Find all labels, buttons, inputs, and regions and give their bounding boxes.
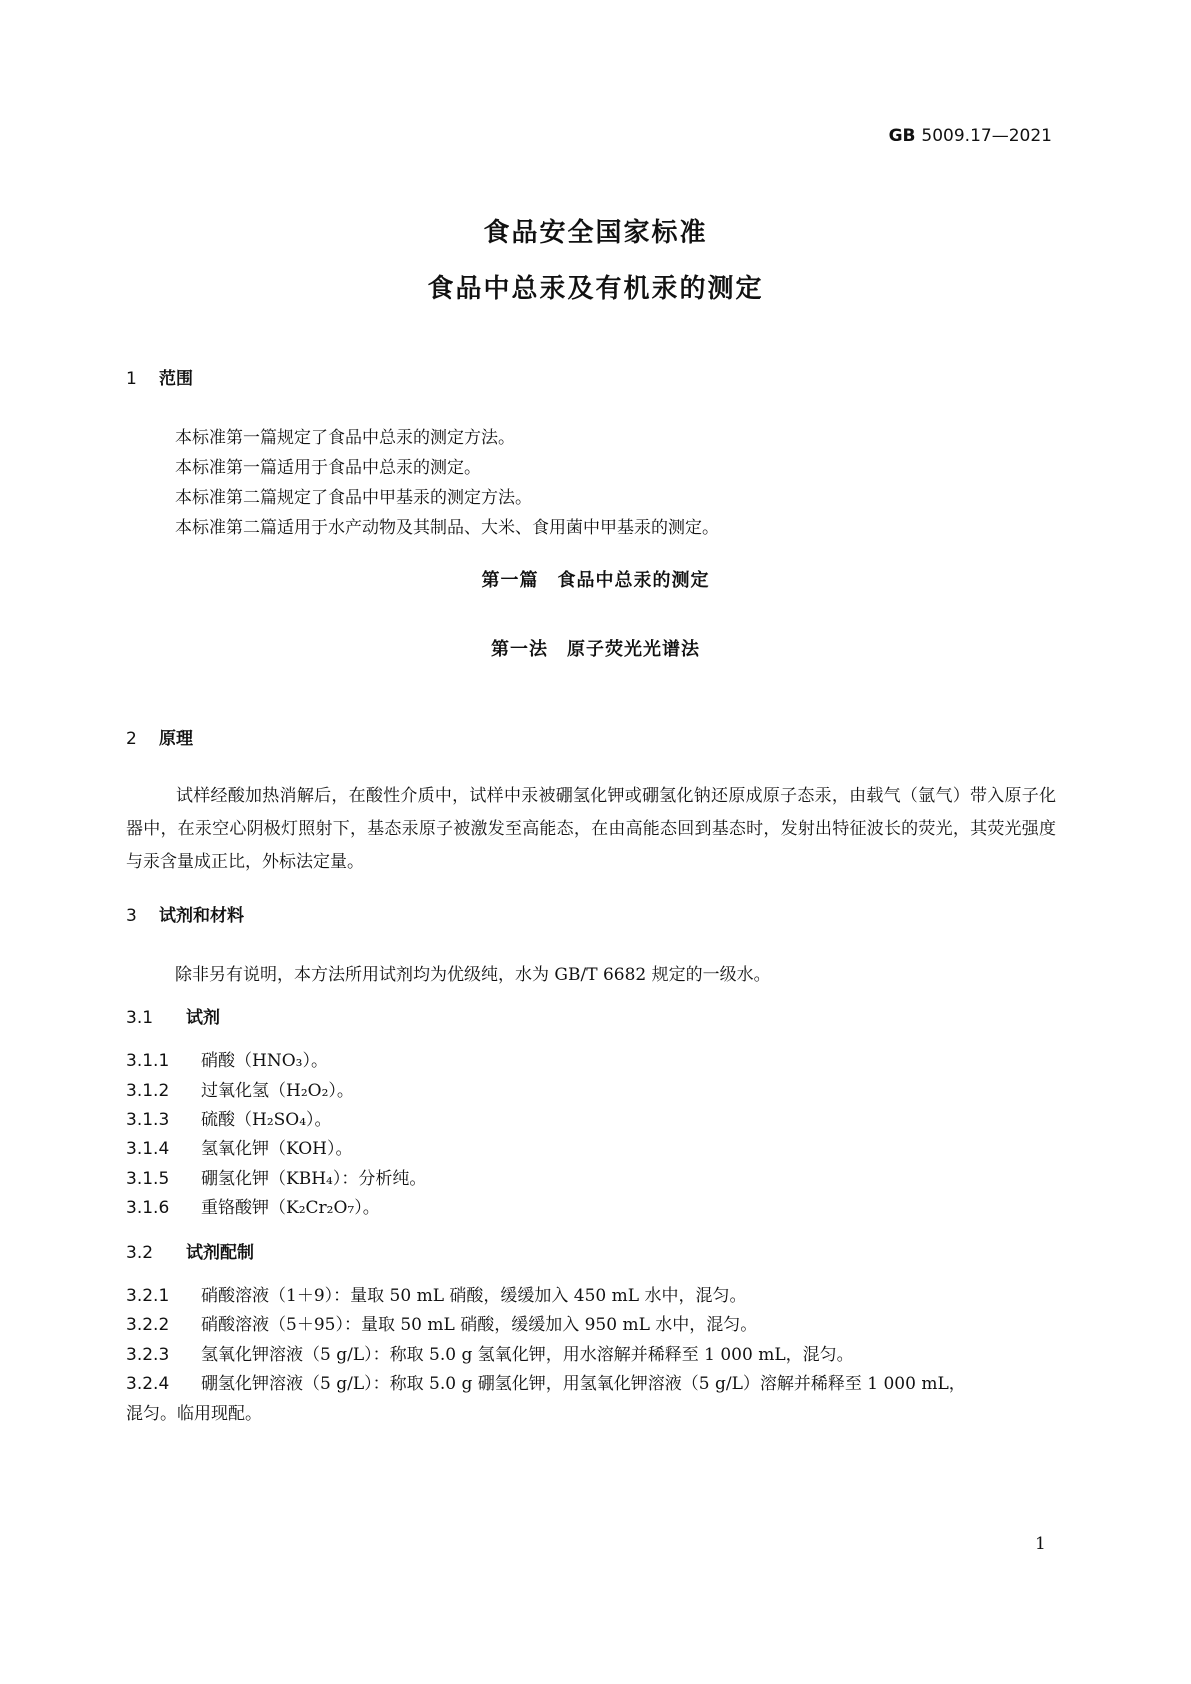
document-title: 食品安全国家标准: [483, 218, 708, 248]
list-item: 3.1.6 重铬酸钾（K₂Cr₂O₇）。: [126, 1198, 380, 1218]
list-item: 3.2.3 氢氧化钾溶液（5 g/L）：称取 5.0 g 氢氧化钾，用水溶解并稀释至 1 000 mL，混匀。: [126, 1345, 854, 1365]
method-heading: 第一法 原子荧光光谱法: [491, 639, 700, 660]
subsection-title: 试剂: [186, 1008, 220, 1028]
section-title: 试剂和材料: [159, 906, 244, 926]
section-1-heading: [126, 364, 193, 389]
list-item: 3.1.3 硫酸（H₂SO₄）。: [126, 1110, 332, 1130]
scope-paragraph: 本标准第一篇规定了食品中总汞的测定方法。: [175, 428, 515, 448]
subsection-number: 3.1: [126, 1008, 154, 1028]
part-heading: 第一篇 食品中总汞的测定: [481, 570, 710, 591]
standard-number: [889, 126, 1052, 146]
list-item: 3.1.4 氢氧化钾（KOH）。: [126, 1139, 353, 1159]
subsection-title: 试剂配制: [186, 1243, 254, 1263]
subsection-3-1-heading: [126, 1003, 220, 1028]
list-item: 3.2.4 硼氢化钾溶液（5 g/L）：称取 5.0 g 硼氢化钾，用氢氧化钾溶液（5 g/L）溶解并稀释至 1 000 mL，: [126, 1374, 966, 1394]
standard-code: 5009.17—2021: [921, 126, 1052, 146]
list-item: 3.2.2 硝酸溶液（5＋95）：量取 50 mL 硝酸，缓缓加入 950 mL 水中，混匀。: [126, 1315, 758, 1335]
list-item-continuation: 混匀。临用现配。: [126, 1404, 262, 1424]
scope-paragraph: 本标准第二篇适用于水产动物及其制品、大米、食用菌中甲基汞的测定。: [175, 518, 719, 538]
section-title: 原理: [159, 729, 193, 749]
subsection-3-2-heading: [126, 1238, 254, 1263]
list-item: 3.2.1 硝酸溶液（1＋9）：量取 50 mL 硝酸，缓缓加入 450 mL 水中，混匀。: [126, 1286, 747, 1306]
list-item: 3.1.2 过氧化氢（H₂O₂）。: [126, 1081, 354, 1101]
section-number: 3: [126, 906, 137, 926]
standard-prefix: GB: [888, 126, 916, 146]
section-title: 范围: [159, 369, 193, 389]
section-number: 1: [126, 369, 137, 389]
section-number: 2: [126, 729, 137, 749]
reagents-intro: 除非另有说明，本方法所用试剂均为优级纯，水为 GB/T 6682 规定的一级水。: [175, 965, 771, 985]
page-number: 1: [1035, 1534, 1046, 1554]
subsection-number: 3.2: [126, 1243, 154, 1263]
section-2-heading: [126, 724, 193, 749]
list-item: 3.1.1 硝酸（HNO₃）。: [126, 1051, 328, 1071]
scope-paragraph: 本标准第二篇规定了食品中甲基汞的测定方法。: [175, 488, 532, 508]
list-item: 3.1.5 硼氢化钾（KBH₄）：分析纯。: [126, 1169, 427, 1189]
section-3-heading: [126, 901, 244, 926]
scope-paragraph: 本标准第一篇适用于食品中总汞的测定。: [175, 458, 481, 478]
document-subtitle: 食品中总汞及有机汞的测定: [427, 274, 764, 304]
principle-paragraph: 试样经酸加热消解后，在酸性介质中，试样中汞被硼氢化钾或硼氢化钠还原成原子态汞，由载气（氩气）带入原子化器中，在汞空心阴极灯照射下，基态汞原子被激发至高能态，在由高能态回到基态时，发射出特征波长的荧光，其荧光强度与汞含量成正比，外标法定量。: [126, 786, 1056, 872]
